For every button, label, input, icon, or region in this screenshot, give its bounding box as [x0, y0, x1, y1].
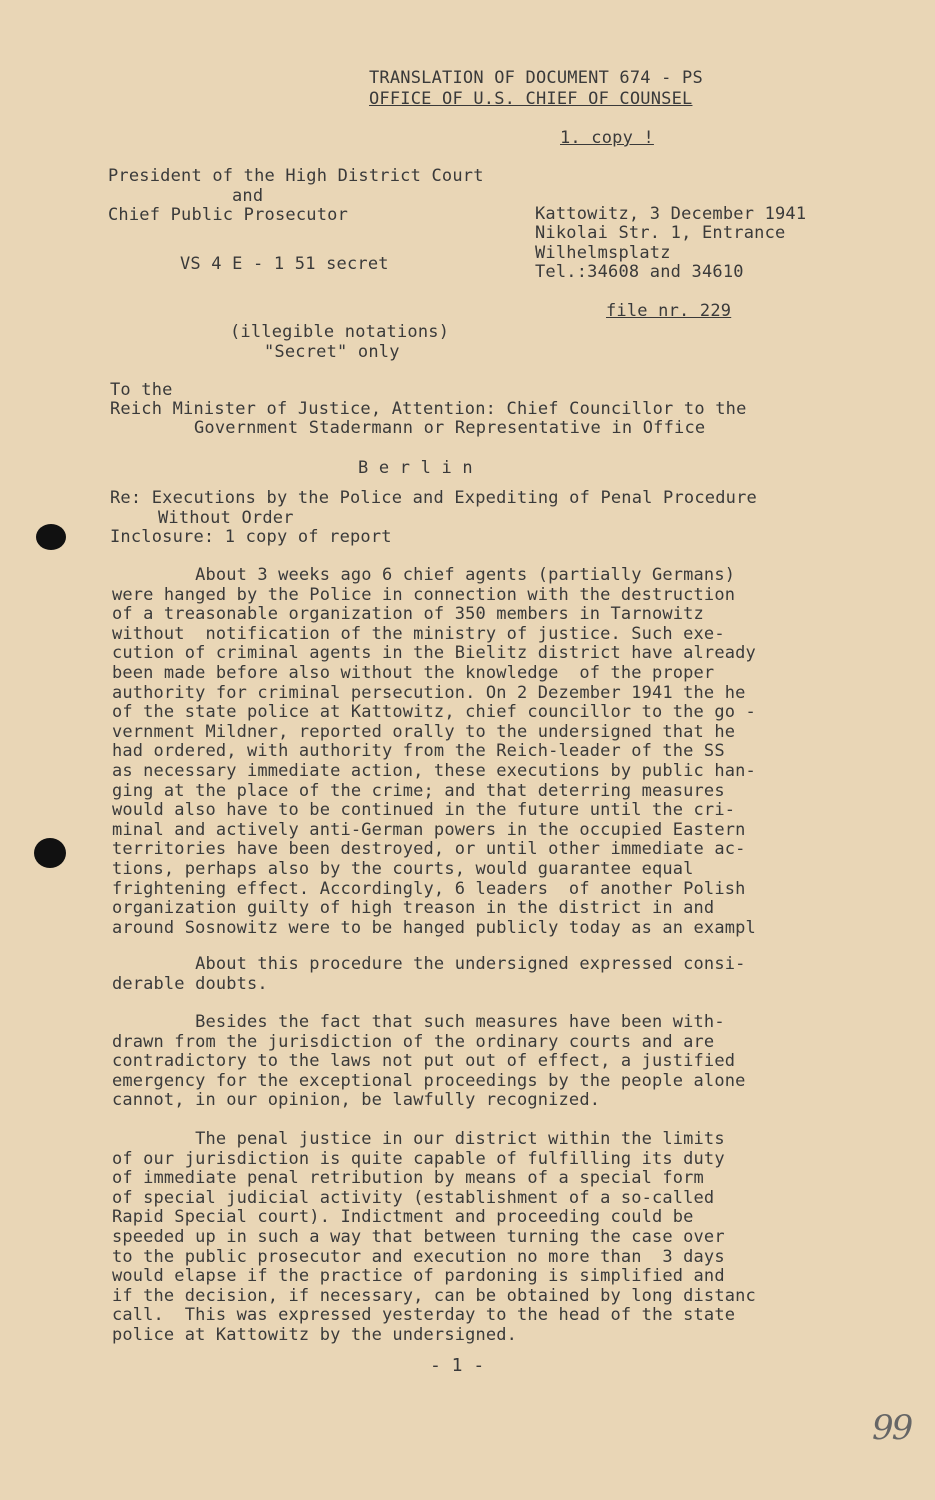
paragraph-line: About this procedure the undersigned expressed consi-: [112, 954, 746, 974]
paragraph-1: [112, 566, 852, 938]
paragraph-line: of the state police at Kattowitz, chief councillor to the go -: [112, 702, 756, 723]
file-number: file nr. 229: [606, 301, 732, 321]
sender-line-2: and: [232, 186, 264, 206]
office-title: OFFICE OF U.S. CHIEF OF COUNSEL: [369, 89, 693, 109]
copy-mark: 1. copy !: [560, 128, 654, 148]
telephone: Tel.:34608 and 34610: [535, 262, 744, 282]
paragraph-line: as necessary immediate action, these executions by public han-: [112, 760, 756, 781]
address-street: Nikolai Str. 1, Entrance: [535, 223, 786, 243]
reference-number: VS 4 E - 1 51 secret: [180, 254, 389, 274]
paragraph-line: of our jurisdiction is quite capable of fulfilling its duty: [112, 1148, 725, 1169]
sender-line-3: Chief Public Prosecutor: [108, 205, 349, 225]
recipient-line-3: Government Stadermann or Representative in Office: [194, 418, 706, 438]
recipient-city: B e r l i n: [358, 458, 473, 478]
paragraph-3: [112, 1013, 852, 1111]
paragraph-line: were hanged by the Police in connection with the destruction: [112, 584, 736, 605]
address-square: Wilhelmsplatz: [535, 243, 671, 263]
subject-line-1: Re: Executions by the Police and Expediting of Penal Procedure: [110, 488, 757, 508]
paragraph-line: around Sosnowitz were to be hanged publicly today as an exampl: [112, 917, 756, 938]
paragraph-line: cannot, in our opinion, be lawfully recognized.: [112, 1090, 601, 1111]
paragraph-line: police at Kattowitz by the undersigned.: [112, 1324, 518, 1345]
handwritten-page-number: 99: [872, 1408, 912, 1448]
paragraph-line: emergency for the exceptional proceedings by the people alone: [112, 1070, 746, 1091]
paragraph-line: Rapid Special court). Indictment and proceeding could be: [112, 1207, 694, 1228]
punch-hole-mark-top: [36, 524, 66, 550]
page-number: - 1 -: [430, 1355, 485, 1376]
paragraph-line: would elapse if the practice of pardoning is simplified and: [112, 1266, 725, 1287]
paragraph-line: derable doubts.: [112, 973, 268, 994]
paragraph-line: tions, perhaps also by the courts, would guarantee equal: [112, 858, 694, 879]
paragraph-line: without notification of the ministry of justice. Such exe-: [112, 623, 725, 644]
paragraph-line: to the public prosecutor and execution no more than 3 days: [112, 1246, 725, 1267]
paragraph-line: would also have to be continued in the future until the cri-: [112, 800, 736, 821]
paragraph-line: contradictory to the laws not put out of effect, a justified: [112, 1051, 736, 1072]
notation-illegible: (illegible notations): [230, 322, 450, 342]
punch-hole-mark-bottom: [34, 838, 66, 868]
paragraph-line: of special judicial activity (establishment of a so-called: [112, 1187, 715, 1208]
paragraph-line: authority for criminal persecution. On 2 Dezember 1941 the he: [112, 682, 746, 703]
paragraph-line: The penal justice in our district within the limits: [112, 1129, 725, 1149]
paragraph-line: organization guilty of high treason in the district in and: [112, 898, 715, 919]
paragraph-2: [112, 955, 852, 994]
paragraph-line: drawn from the jurisdiction of the ordinary courts and are: [112, 1031, 715, 1052]
subject-line-2: Without Order: [158, 508, 294, 528]
paragraph-line: territories have been destroyed, or until other immediate ac-: [112, 839, 746, 860]
translation-title: TRANSLATION OF DOCUMENT 674 - PS: [369, 68, 703, 88]
paragraph-line: cution of criminal agents in the Bielitz district have already: [112, 643, 756, 664]
paragraph-line: minal and actively anti-German powers in the occupied Eastern: [112, 819, 746, 840]
paragraph-line: speeded up in such a way that between turning the case over: [112, 1226, 725, 1247]
place-date: Kattowitz, 3 December 1941: [535, 204, 807, 224]
paragraph-line: ging at the place of the crime; and that deterring measures: [112, 780, 725, 801]
paragraph-line: vernment Mildner, reported orally to the undersigned that he: [112, 721, 736, 742]
paragraph-line: Besides the fact that such measures have been with-: [112, 1012, 725, 1032]
notation-secret: "Secret" only: [264, 342, 400, 362]
paragraph-line: call. This was expressed yesterday to the head of the state: [112, 1305, 736, 1326]
paragraph-line: About 3 weeks ago 6 chief agents (partially Germans): [112, 565, 736, 585]
recipient-line-2: Reich Minister of Justice, Attention: Chief Councillor to the: [110, 399, 747, 419]
paragraph-line: of immediate penal retribution by means of a special form: [112, 1168, 704, 1189]
paragraph-4: [112, 1130, 852, 1346]
paragraph-line: frightening effect. Accordingly, 6 leaders of another Polish: [112, 878, 746, 899]
enclosure-line: Inclosure: 1 copy of report: [110, 527, 392, 547]
paragraph-line: of a treasonable organization of 350 members in Tarnowitz: [112, 604, 704, 625]
sender-line-1: President of the High District Court: [108, 166, 484, 186]
paragraph-line: had ordered, with authority from the Reich-leader of the SS: [112, 741, 725, 762]
paragraph-line: been made before also without the knowledge of the proper: [112, 662, 715, 683]
recipient-line-1: To the: [110, 380, 173, 400]
paragraph-line: if the decision, if necessary, can be obtained by long distanc: [112, 1285, 756, 1306]
